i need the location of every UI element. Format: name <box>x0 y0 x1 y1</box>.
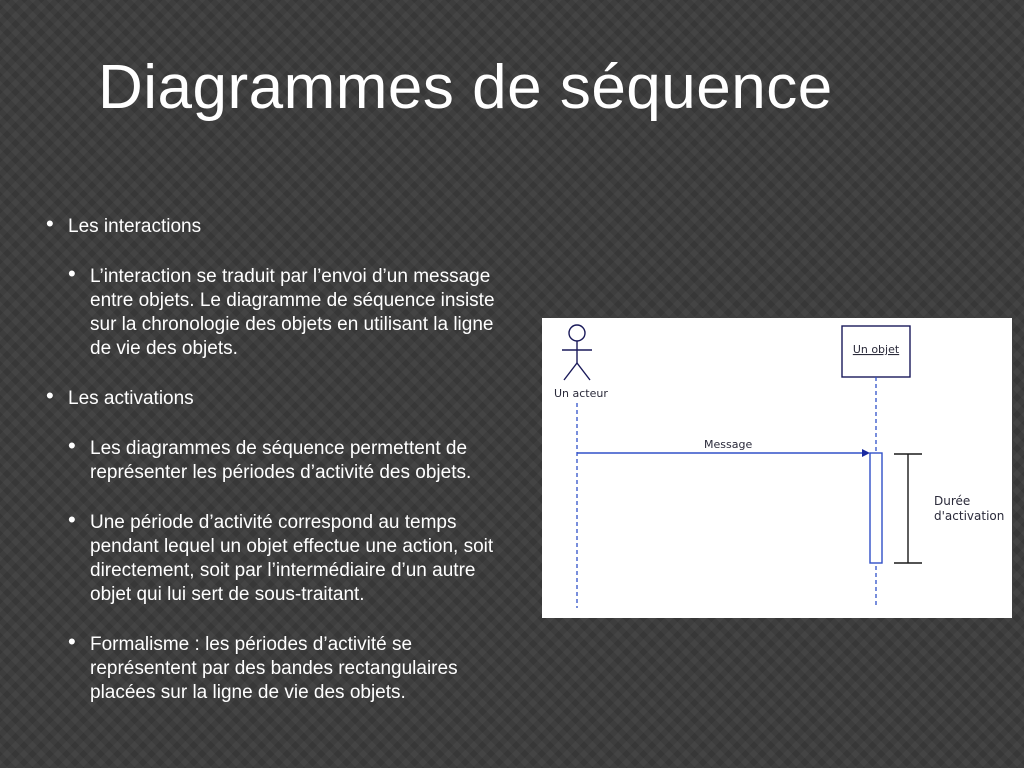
sub-bullet-interaction-definition <box>68 261 510 361</box>
duration-bracket <box>894 454 922 563</box>
bullet-dot-icon: • <box>68 629 76 654</box>
actor-label: Un acteur <box>554 387 608 400</box>
bullet-text: Les activations <box>68 388 194 409</box>
bullet-text: Formalisme : les périodes d’activité se représentent par des bandes rectangulaires placées sur la ligne de vie des objets. <box>90 634 458 703</box>
duration-label-line1: Durée <box>934 494 971 508</box>
bullet-interactions <box>46 211 202 239</box>
sub-bullet-activation-definition <box>68 507 510 607</box>
bullet-dot-icon: • <box>68 507 76 532</box>
bullet-dot-icon: • <box>46 383 54 408</box>
bullet-text: L’interaction se traduit par l’envoi d’un message entre objets. Le diagramme de séquence insiste sur la chronologie des objets en utilisant la ligne de vie des objets. <box>90 266 495 359</box>
bullet-dot-icon: • <box>68 433 76 458</box>
object-label: Un objet <box>852 343 900 356</box>
duration-label-line2: d'activation <box>934 509 1005 523</box>
message-label: Message <box>704 438 753 451</box>
bullet-dot-icon: • <box>68 261 76 286</box>
sub-bullet-formalism <box>68 629 510 705</box>
activation-bar <box>870 453 882 563</box>
message-arrowhead-icon <box>862 449 870 457</box>
bullet-text: Les interactions <box>68 216 202 237</box>
slide-title: Diagrammes de séquence <box>98 53 833 122</box>
sub-bullet-activation-periods <box>68 433 510 485</box>
bullet-dot-icon: • <box>46 211 54 236</box>
sequence-diagram <box>542 318 1012 618</box>
bullet-text: Les diagrammes de séquence permettent de représenter les périodes d’activité des objets. <box>90 438 472 483</box>
actor-stick-figure-icon <box>562 325 592 380</box>
bullet-activations <box>46 383 194 411</box>
bullet-text: Une période d’activité correspond au temps pendant lequel un objet effectue une action, soit directement, soit par l’intermédiaire d’un autre objet qui lui sert de sous-traitant. <box>90 512 494 605</box>
